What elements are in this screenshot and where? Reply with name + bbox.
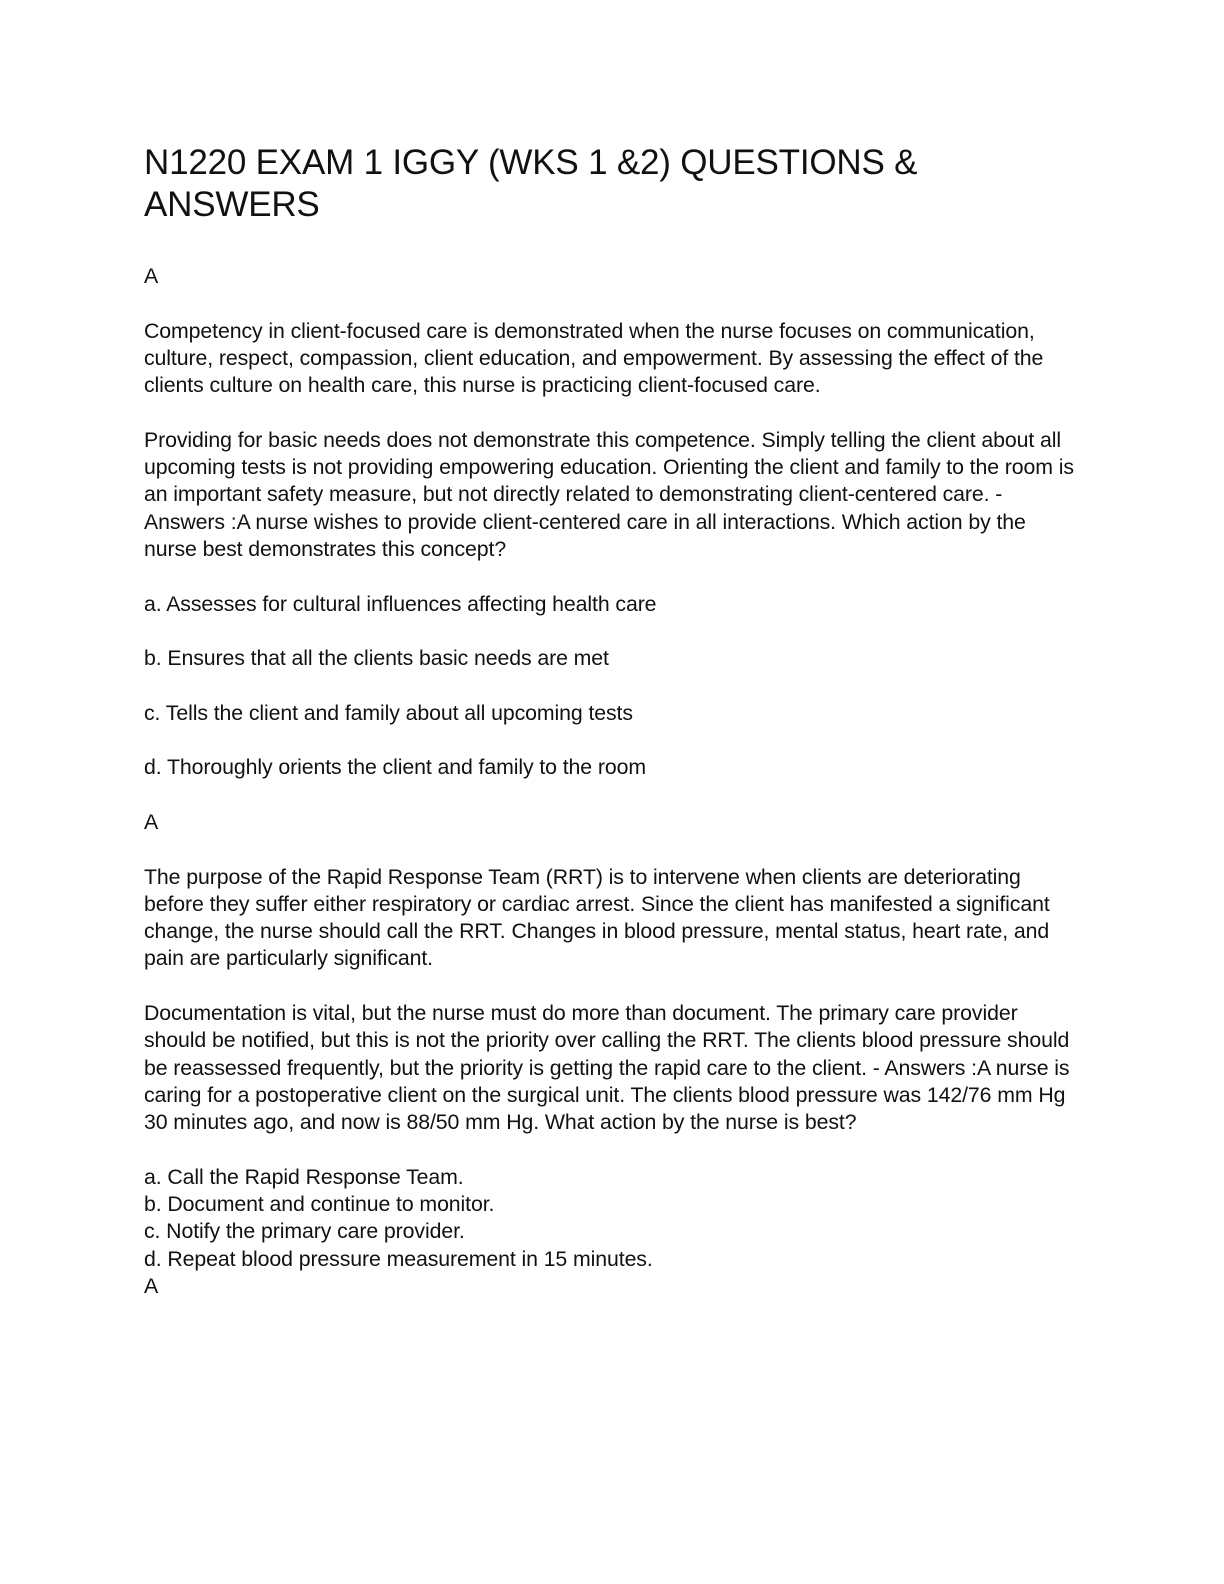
q2-option-b: b. Document and continue to monitor.: [144, 1192, 495, 1217]
q2-option-d: d. Repeat blood pressure measurement in 15 minutes.: [144, 1246, 653, 1271]
q2-rationale-1: The purpose of the Rapid Response Team (RRT) is to intervene when clients are deteriorating before they suffer either respiratory or cardiac arrest. Since the client has manifested a significant change, the nurse should call the RRT. Changes in blood pressure, mental status, heart rate, and pain are particularly significant.: [144, 864, 1050, 971]
q1-option-c: c. Tells the client and family about all upcoming tests: [144, 700, 633, 725]
q1-answer-letter: A: [144, 264, 159, 288]
q1-option-b: b. Ensures that all the clients basic needs are met: [144, 646, 609, 671]
q1-option-a: a. Assesses for cultural influences affecting health care: [144, 591, 657, 616]
document-page: [144, 142, 1084, 1328]
q2-option-c: c. Notify the primary care provider.: [144, 1219, 465, 1244]
q2-rationale-2-question: Documentation is vital, but the nurse must do more than document. The primary care provider should be notified, but this is not the priority over calling the RRT. The clients blood pressure should be reassessed frequently, but the priority is getting the rapid care to the client. - Answers :A nurse is caring for a postoperative client on the surgical unit. The clients blood pressure was 142/76 mm Hg 30 minutes ago, and now is 88/50 mm Hg. What action by the nurse is best?: [144, 1001, 1070, 1135]
title-line-2: ANSWERS: [144, 185, 320, 224]
page-title: [144, 142, 1084, 226]
q2-answer-letter: A: [144, 809, 159, 834]
q1-option-d: d. Thoroughly orients the client and family to the room: [144, 755, 646, 780]
title-line-1: N1220 EXAM 1 IGGY (WKS 1 &2) QUESTIONS &: [144, 143, 918, 182]
q1-rationale-1: Competency in client-focused care is demonstrated when the nurse focuses on communication, culture, respect, compassion, client education, and empowerment. By assessing the effect of the clients culture on health care, this nurse is practicing client-focused care.: [144, 318, 1044, 398]
q1-rationale-2-question: Providing for basic needs does not demonstrate this competence. Simply telling the client about all upcoming tests is not providing empowering education. Orienting the client and family to the room is an important safety measure, but not directly related to demonstrating client-centered care. - Answers :A nurse wishes to provide client-centered care in all interactions. Which action by the nurse best demonstrates this concept?: [144, 427, 1074, 561]
q3-answer-letter: A: [144, 1273, 159, 1298]
q2-option-a: a. Call the Rapid Response Team.: [144, 1164, 464, 1189]
